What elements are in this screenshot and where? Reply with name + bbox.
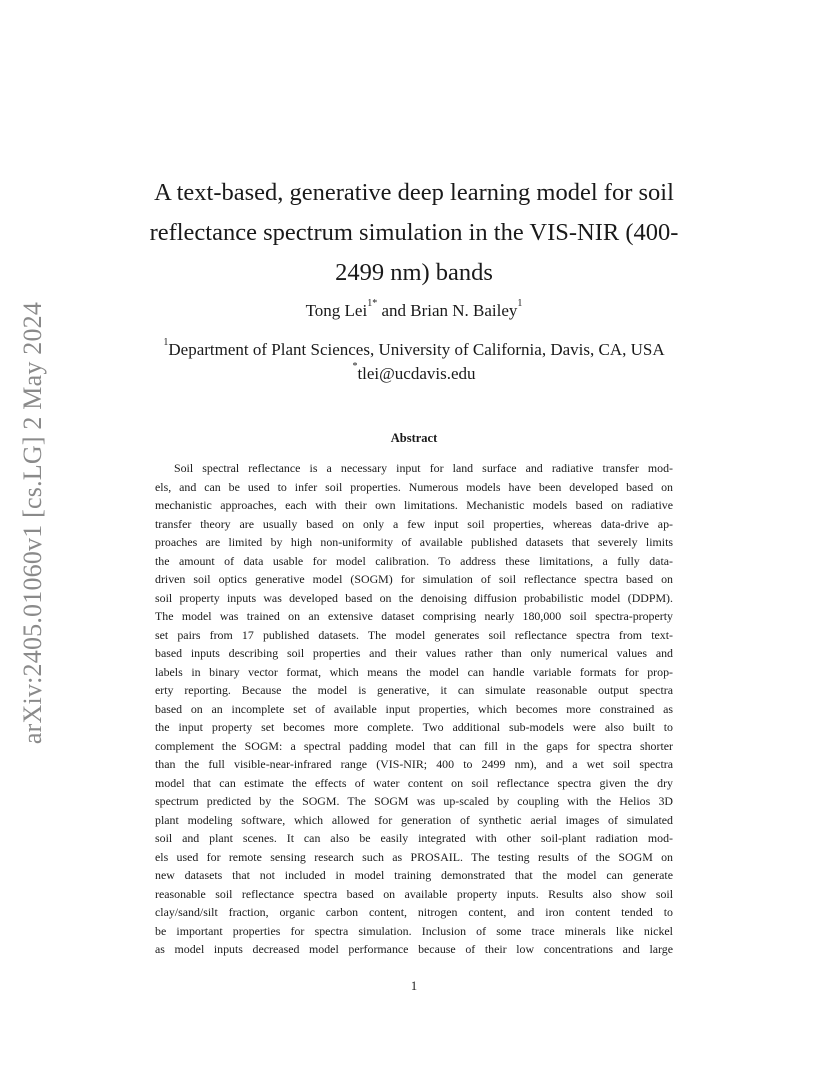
abstract-line: soil property inputs was developed based on the denoising diffusion probabilistic model (DDPM). <box>155 590 673 605</box>
abstract-line: as model inputs decreased model performance because of their low concentrations and large <box>155 942 673 956</box>
affiliation-mark: 1 <box>163 337 169 348</box>
abstract-line: soil and plant scenes. It can also be easily integrated with other soil-plant radiation mod- <box>155 831 673 845</box>
abstract-line: clay/sand/silt fraction, organic carbon content, nitrogen content, and iron content tended to <box>155 905 673 919</box>
author-name: Brian N. Bailey <box>410 301 518 320</box>
abstract-line: transfer theory are usually based on only a few input soil properties, whereas data-drive ap- <box>155 516 673 531</box>
abstract-line: spectrum predicted by the SOGM. The SOGM was up-scaled by coupling with the Helios 3D <box>155 794 673 808</box>
abstract-line: labels in binary vector format, which means the model can handle variable formats for prop- <box>155 664 673 679</box>
abstract-line: els, and can be used to infer soil properties. Numerous models have been developed based on <box>155 479 673 494</box>
abstract-line: erty reporting. Because the model is generative, it can simulate reasonable output spectra <box>155 683 673 697</box>
abstract-line: Soil spectral reflectance is a necessary input for land surface and radiative transfer mod- <box>174 461 673 475</box>
abstract-line: new datasets that not included in model training demonstrated that the model can generate <box>155 868 673 882</box>
page-number: 1 <box>410 979 418 993</box>
abstract-line: plant modeling software, which allowed for generation of synthetic aerial images of simulated <box>155 812 673 827</box>
email-address[interactable]: tlei@ucdavis.edu <box>357 364 476 383</box>
abstract-line: proaches are limited by high non-uniformity of available published datasets that severely limits <box>155 535 673 549</box>
email-mark: * <box>352 361 358 372</box>
affiliation <box>100 337 728 360</box>
author-affiliation-mark: 1* <box>367 298 378 309</box>
abstract-line: based inputs describing soil properties and their values rather than only numerical values and <box>155 646 673 660</box>
abstract-line: set pairs from 17 published datasets. The model generates soil reflectance spectra from text- <box>155 627 673 642</box>
abstract-line: els used for remote sensing research such as PROSAIL. The testing results of the SOGM on <box>155 849 673 864</box>
abstract-line: driven soil optics generative model (SOGM) for simulation of soil reflectance spectra based on <box>155 572 673 586</box>
abstract-body <box>155 459 673 959</box>
author-affiliation-mark: 1 <box>517 298 523 309</box>
abstract-line: mechanistic approaches, each with their own limitations. Mechanistic models based on radiative <box>155 498 673 512</box>
arxiv-identifier-stamp <box>4 288 62 758</box>
author-name: Tong Lei <box>305 301 368 320</box>
abstract-line: The model was trained on an extensive dataset comprising nearly 180,000 soil spectra-property <box>155 609 673 623</box>
paper-title: A text-based, generative deep learning model for soil reflectance spectrum simulation in the VIS-NIR (400-2499 nm) bands <box>149 179 679 286</box>
abstract-line: the amount of data usable for model calibration. To address these limitations, a fully data- <box>155 553 673 568</box>
abstract-line: reasonable soil reflectance spectra based on available property inputs. Results also show soil <box>155 886 673 901</box>
abstract-line: the input property set becomes more complete. Two additional sub-models were also built to <box>155 720 673 734</box>
author-list <box>130 298 698 321</box>
abstract-line: based on an incomplete set of available input properties, which becomes more constrained as <box>155 701 673 716</box>
affiliation-text: Department of Plant Sciences, University of California, Davis, CA, USA <box>168 340 665 359</box>
abstract-line: than the full visible-near-infrared range (VIS-NIR; 400 to 2499 nm), and a wet soil spectra <box>155 757 673 771</box>
author-connector: and <box>381 301 406 320</box>
arxiv-identifier-text: arXiv:2405.01060v1 [cs.LG] 2 May 2024 <box>18 301 47 745</box>
abstract-line: be important properties for spectra simulation. Inclusion of some trace minerals like nickel <box>155 923 673 938</box>
abstract-line: model that can estimate the effects of water content on soil reflectance spectra given the dry <box>155 775 673 790</box>
abstract-line: complement the SOGM: a spectral padding model that can fill in the gaps for spectra shorter <box>155 738 673 753</box>
abstract-heading: Abstract <box>390 431 438 445</box>
corresponding-email <box>130 361 698 384</box>
